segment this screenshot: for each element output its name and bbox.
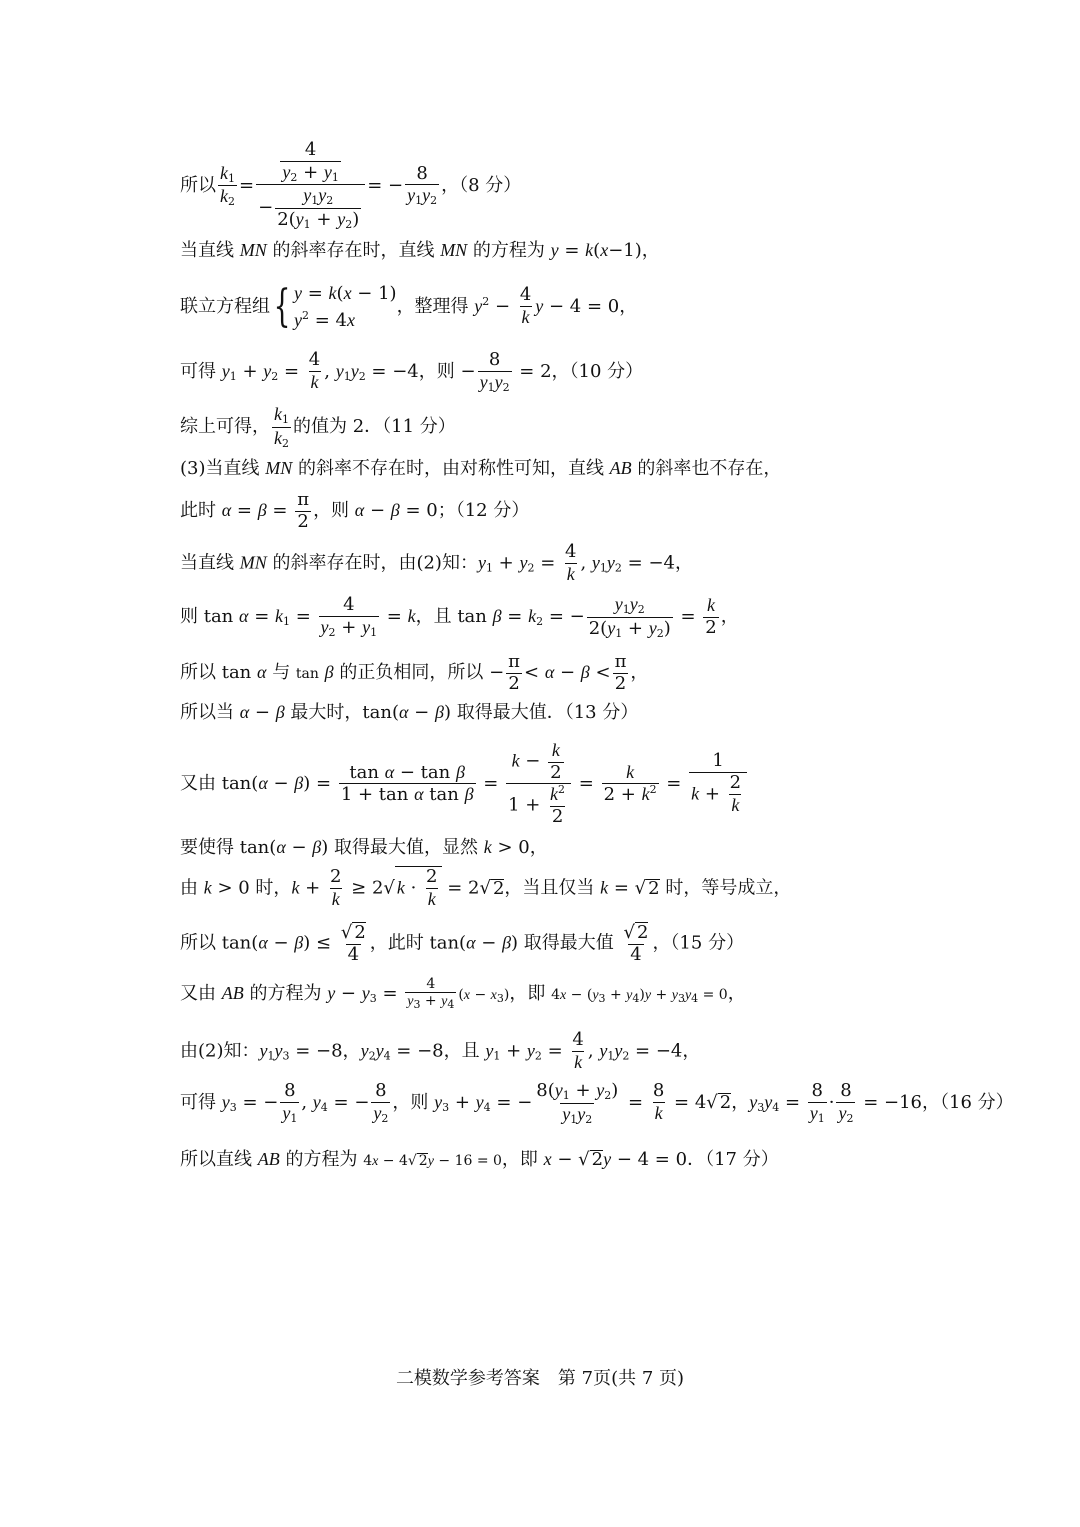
solution-line-4: 可得 $y_1 + y_2$ = $\frac{4}{k}$ , $y_1y_2 = -4$，则 − $\frac{8}{y_1y_2}$ = 2，（10 分） [180, 349, 644, 394]
solution-line-11: 所以当 α − β 最大时，tan(α − β) 取得最大值．（13 分） [180, 702, 639, 723]
solution-line-19: 所以直线 AB 的方程为 4x − 4√ 2y − 16 = 0，即 x − √ 2y − 4 = 0．（17 分） [180, 1149, 779, 1170]
solution-line-8: 当直线 MN 的斜率存在时，由(2)知：$y_1 + y_2$ = $\frac{4}{k}$ , $y_1y_2 = -4$， [180, 541, 693, 584]
solution-line-12: 又由 tan(α − β) = $\frac{\text{tan α − tan β}}{\text{1 + tan α tan β}}$ = k − $\frac{k}{2}$ 1 + $\frac{k^2}{2}$ = $\frac{k}{2 + k^2}$ = 1 k + $\frac{2}{k}$ [180, 740, 749, 828]
solution-line-13: 要使得 tan(α − β) 取得最大值，显然 k > 0， [180, 837, 548, 858]
page-footer: 二模数学参考答案 第 7页(共 7 页) [395, 1368, 685, 1389]
solution-line-18: 可得 $y_3$ = − $\frac{8}{y_1}$ , $y_4$ = − $\frac{8}{y_2}$ ，则 $y_3 + y_4$ = − $\frac{8(y_1 + y_2)}{y_1y_2}$ = $\frac{8}{k}$ = 4√ 2，$y_3y_4$ = $\frac{8}{y_1}$ · $\frac{8}{y_2}$ = −16，（16 分） [180, 1079, 1014, 1126]
solution-line-5: 综上可得， $\frac{k_1}{k_2}$ 的值为 2．（11 分） [180, 404, 456, 450]
solution-line-17: 由(2)知：$y_1y_3 = -8$，$y_2y_4 = -8$，且 $y_1 + y_2$ = $\frac{4}{k}$ , $y_1y_2 = -4$， [180, 1029, 701, 1072]
solution-line-1 [180, 140, 521, 232]
solution-line-14: 由 k > 0 时，k + $\frac{2}{k}$ ≥ 2√ k · $\frac{2}{k}$ = 2√ 2，当且仅当 k = √ 2 时，等号成立， [180, 866, 792, 909]
solution-line-6: (3)当直线 MN 的斜率不存在时，由对称性可知，直线 AB 的斜率也不存在， [180, 458, 782, 479]
solution-line-15: 所以 tan(α − β) ≤ $\frac{√ 2}{4}$ ，此时 tan(α − β) 取得最大值 $\frac{√ 2}{4}$ ，（15 分） [180, 922, 745, 965]
solution-line-9: 则 $\tan \alpha = k_1$ = $\frac{4}{y_2 + y_1}$ = k，且 $\tan \beta = k_2$ = − $\frac{y_1y_2}{2(y_1 + y_2)}$ = $\frac{k}{2}$ ， [180, 593, 739, 640]
solution-line-2: 当直线 MN 的斜率存在时，直线 MN 的方程为 y = k(x−1)， [180, 240, 660, 261]
line-render: 所以 $\frac{k_1}{k_2}$ = $\frac{4}{y_2 + y_1}$ − $\frac{y_1y_2}{2(y_1 + y_2)}$ = − $\frac{8}{y_1y_2}$ ，（8 分） [180, 139, 522, 231]
solution-line-10: 所以 tan α 与 tan β 的正负相同，所以 − $\frac{\pi}{2}$ < α − β < $\frac{\pi}{2}$ ， [180, 651, 649, 694]
solution-line-3: 联立方程组{ y = k(x − 1) $y^2 = 4x$ ，整理得 $y^2$ − $\frac{4}{k}$ y − 4 = 0， [180, 281, 638, 333]
solution-line-7: 此时 α = β = $\frac{\pi}{2}$ ，则 α − β = 0；（12 分） [180, 489, 530, 532]
solution-line-16: 又由 AB 的方程为 $y - y_3$ = $\frac{4}{y_3 + y_4}$ $(x - x_3)$，即 $4x - (y_3 + y_4)y + y_3y_4 = 0$， [180, 976, 746, 1012]
line-text-mirror [0, 0, 1, 1]
